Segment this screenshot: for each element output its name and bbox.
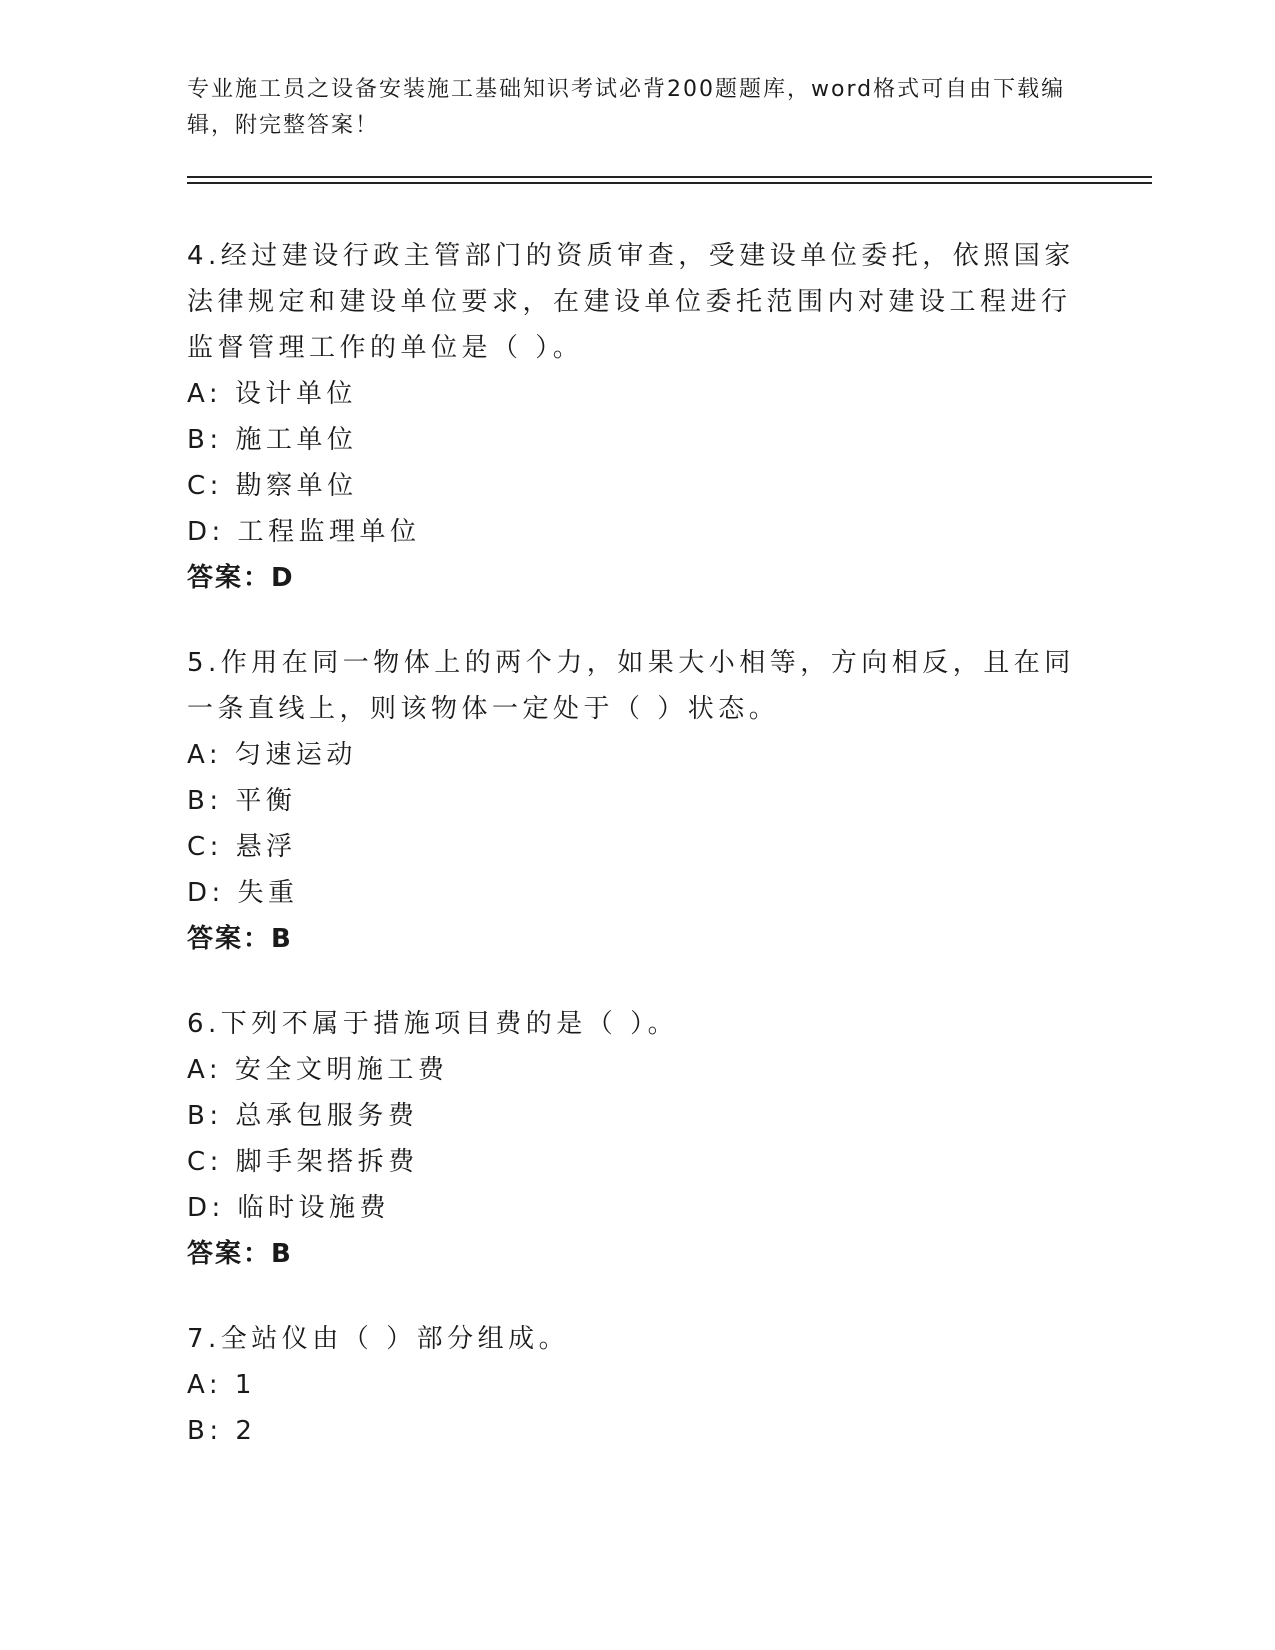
option-d: D: 临时设施费 (187, 1193, 391, 1223)
answer-label: 答案：D (187, 563, 295, 593)
option-d: D: 失重 (187, 878, 299, 908)
question-item (187, 1316, 1087, 1454)
question-text: 7.全站仪由（ ）部分组成。 (187, 1324, 570, 1354)
option-b: B: 2 (187, 1416, 257, 1446)
question-item (187, 640, 1087, 962)
option-a: A: 匀速运动 (187, 740, 357, 770)
question-text: 5.作用在同一物体上的两个力，如果大小相等，方向相反，且在同一条直线上，则该物体一定处于（ ）状态。 (187, 648, 1075, 724)
option-a: A: 安全文明施工费 (187, 1055, 449, 1085)
question-list (187, 233, 1087, 1493)
option-c: C: 勘察单位 (187, 471, 358, 501)
option-b: B: 施工单位 (187, 425, 358, 455)
option-a: A: 设计单位 (187, 379, 357, 409)
header-divider-top (187, 176, 1152, 178)
option-d: D: 工程监理单位 (187, 517, 421, 547)
option-c: C: 脚手架搭拆费 (187, 1147, 419, 1177)
option-a: A: 1 (187, 1370, 256, 1400)
option-b: B: 总承包服务费 (187, 1101, 419, 1131)
header-divider-bottom (187, 182, 1152, 184)
answer-label: 答案：B (187, 1239, 293, 1269)
option-c: C: 悬浮 (187, 832, 297, 862)
answer-label: 答案：B (187, 924, 293, 954)
option-b: B: 平衡 (187, 786, 297, 816)
document-header: 专业施工员之设备安装施工基础知识考试必背200题题库，word格式可自由下载编辑，附完整答案！ (187, 77, 1066, 138)
question-text: 6.下列不属于措施项目费的是（ ）。 (187, 1009, 679, 1039)
question-item (187, 233, 1087, 601)
question-item (187, 1001, 1087, 1277)
question-text: 4.经过建设行政主管部门的资质审查，受建设单位委托，依照国家法律规定和建设单位要求，在建设单位委托范围内对建设工程进行监督管理工作的单位是（ ）。 (187, 241, 1075, 363)
